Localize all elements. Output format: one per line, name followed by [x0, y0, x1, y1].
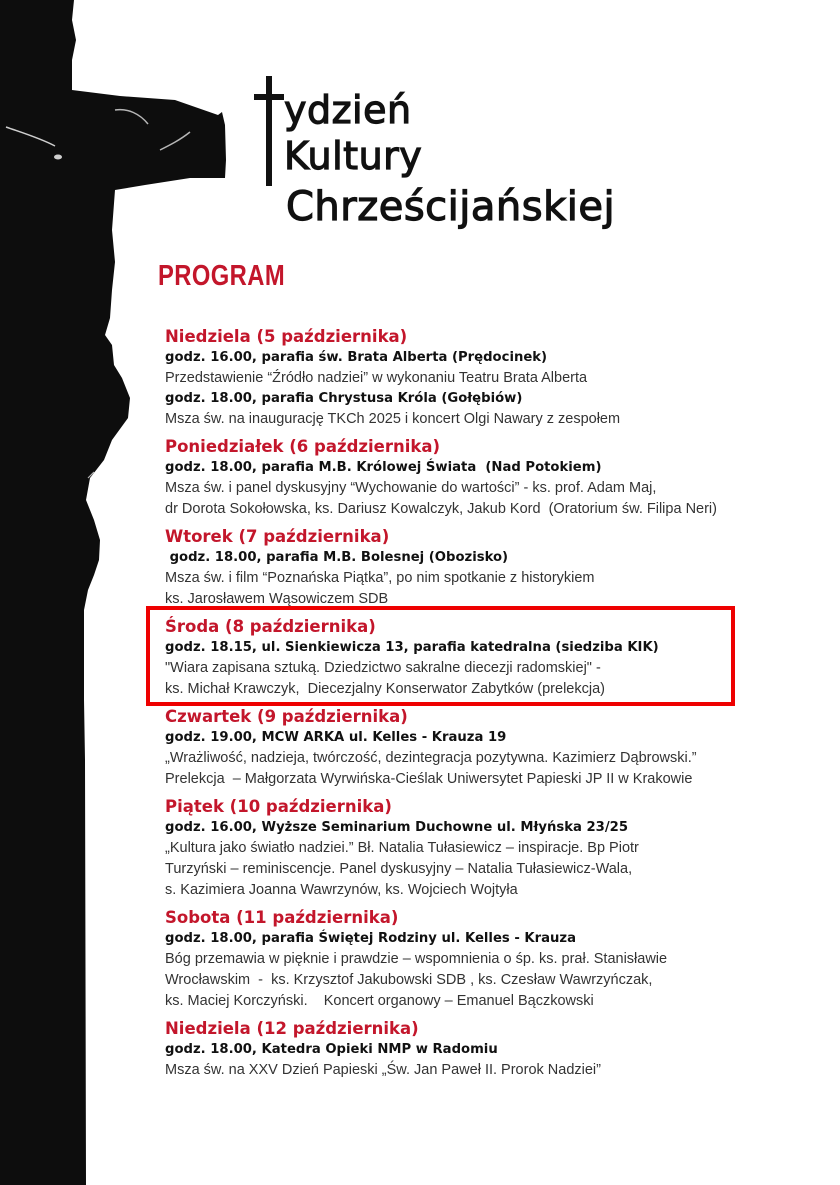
event-time-place: godz. 18.00, parafia Świętej Rodziny ul. Kelles - Krauza	[165, 931, 576, 946]
event-description: „Wrażliwość, nadzieja, twórczość, dezintegracja pozytywna. Kazimierz Dąbrowski.”	[165, 750, 697, 766]
day-section	[165, 907, 825, 1012]
day-section	[165, 616, 825, 700]
event-description: Prelekcja – Małgorzata Wyrwińska-Cieślak Uniwersytet Papieski JP II w Krakowie	[165, 771, 693, 787]
program-heading: PROGRAM	[158, 260, 286, 292]
event-description: Msza św. i film “Poznańska Piątka”, po nim spotkanie z historykiem	[165, 570, 595, 586]
cross-icon	[254, 76, 284, 186]
event-time-place: godz. 18.00, parafia M.B. Królowej Świata (Nad Potokiem)	[165, 460, 602, 475]
day-title: Wtorek (7 października)	[165, 527, 390, 546]
day-title: Niedziela (12 października)	[165, 1019, 419, 1038]
program-schedule	[165, 326, 825, 1081]
event-description: dr Dorota Sokołowska, ks. Dariusz Kowalczyk, Jakub Kord (Oratorium św. Filipa Neri)	[165, 501, 717, 517]
event-time-place: godz. 18.00, Katedra Opieki NMP w Radomiu	[165, 1042, 498, 1057]
day-title: Poniedziałek (6 października)	[165, 437, 441, 456]
event-description: ks. Michał Krawczyk, Diecezjalny Konserwator Zabytków (prelekcja)	[165, 681, 605, 697]
title-line-1: ydzień	[284, 88, 412, 132]
event-description: Wrocławskim - ks. Krzysztof Jakubowski SDB , ks. Czesław Wawrzyńczak,	[165, 972, 653, 988]
day-section	[165, 526, 825, 610]
day-title: Piątek (10 października)	[165, 797, 392, 816]
title-line-3: Chrześcijańskiej	[286, 184, 616, 230]
event-description: Msza św. na inaugurację TKCh 2025 i koncert Olgi Nawary z zespołem	[165, 411, 621, 427]
title-line-2: Kultury	[284, 134, 423, 178]
event-time-place: godz. 18.15, ul. Sienkiewicza 13, parafia katedralna (siedziba KIK)	[165, 640, 659, 655]
day-title: Sobota (11 października)	[165, 908, 399, 927]
event-description: s. Kazimiera Joanna Wawrzynów, ks. Wojciech Wojtyła	[165, 882, 518, 898]
event-description: Przedstawienie “Źródło nadziei” w wykonaniu Teatru Brata Alberta	[165, 370, 588, 386]
event-description: „Kultura jako światło nadziei.” Bł. Natalia Tułasiewicz – inspiracje. Bp Piotr	[165, 840, 639, 856]
day-title: Środa (8 października)	[165, 617, 376, 636]
event-time-place: godz. 19.00, MCW ARKA ul. Kelles - Krauza 19	[165, 730, 507, 745]
day-section	[165, 1018, 825, 1081]
event-time-place: godz. 18.00, parafia M.B. Bolesnej (Obozisko)	[165, 550, 509, 565]
event-description: Bóg przemawia w pięknie i prawdzie – wspomnienia o śp. ks. prał. Stanisławie	[165, 951, 668, 967]
event-description: Msza św. i panel dyskusyjny “Wychowanie do wartości” - ks. prof. Adam Maj,	[165, 480, 657, 496]
arm-highlight	[54, 155, 62, 160]
day-title: Czwartek (9 października)	[165, 707, 408, 726]
day-section	[165, 796, 825, 901]
event-description: Msza św. na XXV Dzień Papieski „Św. Jan Paweł II. Prorok Nadziei”	[165, 1062, 601, 1078]
event-description: Turzyński – reminiscencje. Panel dyskusyjny – Natalia Tułasiewicz-Wala,	[165, 861, 633, 877]
event-description: ks. Maciej Korczyński. Koncert organowy – Emanuel Bączkowski	[165, 993, 594, 1009]
event-description: "Wiara zapisana sztuką. Dziedzictwo sakralne diecezji radomskiej" -	[165, 660, 601, 676]
event-time-place: godz. 16.00, Wyższe Seminarium Duchowne ul. Młyńska 23/25	[165, 820, 628, 835]
event-description: ks. Jarosławem Wąsowiczem SDB	[165, 591, 389, 607]
day-section	[165, 326, 825, 430]
event-time-place: godz. 16.00, parafia św. Brata Alberta (Prędocinek)	[165, 350, 548, 365]
day-title: Niedziela (5 października)	[165, 327, 408, 346]
day-section	[165, 706, 825, 790]
event-time-place: godz. 18.00, parafia Chrystusa Króla (Gołębiów)	[165, 391, 523, 406]
day-section	[165, 436, 825, 520]
